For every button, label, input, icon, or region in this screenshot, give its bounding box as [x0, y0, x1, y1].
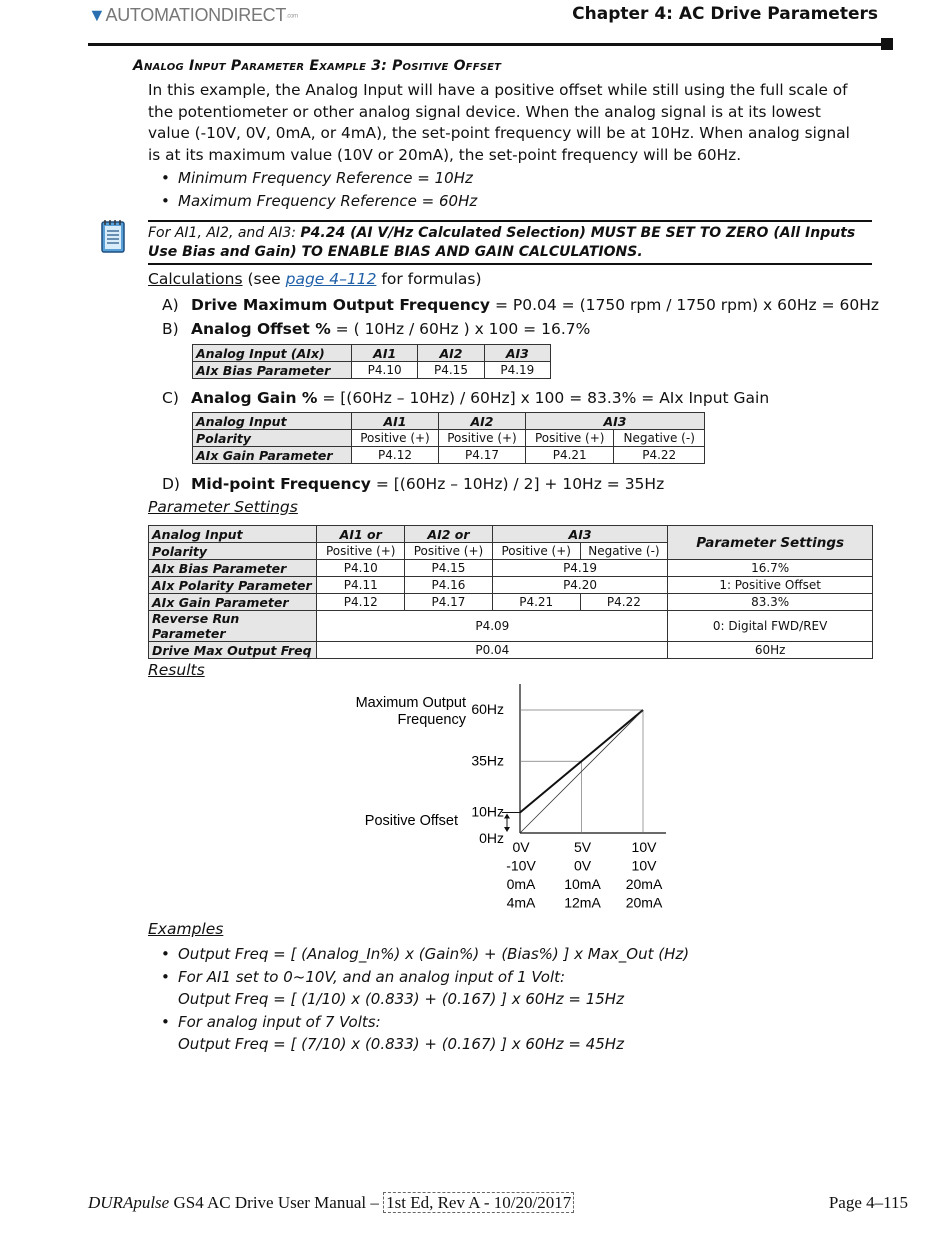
- x-tick-label: 10mA: [564, 876, 601, 892]
- table-header: AI1: [352, 413, 439, 430]
- table-cell: Positive (+): [492, 543, 580, 560]
- calculations-post: for formulas): [376, 270, 482, 288]
- header-rule-box: [881, 38, 893, 50]
- table-cell: Positive (+): [439, 430, 526, 447]
- table-row: [193, 430, 705, 447]
- list-item: • Maximum Frequency Reference = 60Hz: [148, 190, 477, 213]
- table-cell: P4.22: [614, 447, 705, 464]
- table-header: AI3: [484, 345, 550, 362]
- examples-label: Examples: [148, 920, 224, 938]
- table-header: AIx Bias Parameter: [149, 560, 317, 577]
- table-cell: Negative (-): [580, 543, 668, 560]
- table-header: AI2: [439, 413, 526, 430]
- list-item: [148, 943, 689, 966]
- example-line: • For AI1 set to 0~10V, and an analog input of 1 Volt:: [178, 967, 566, 986]
- offset-arrowhead-up: [504, 814, 510, 819]
- table-cell: Positive (+): [405, 543, 493, 560]
- table-row: [149, 526, 873, 543]
- item-letter: A): [162, 296, 179, 314]
- table-cell: P4.17: [405, 594, 493, 611]
- table-cell: P4.12: [317, 594, 405, 611]
- x-tick-label: 0V: [512, 839, 530, 855]
- table-row: [193, 345, 551, 362]
- page-number: Page 4–115: [828, 1193, 908, 1212]
- parameter-settings-label: Parameter Settings: [148, 498, 298, 516]
- table-row: [193, 413, 705, 430]
- table-header: Drive Max Output Freq: [149, 642, 317, 659]
- table-header: Analog Input (AIx): [193, 345, 352, 362]
- calculations-pre: (see: [242, 270, 286, 288]
- example-line: Output Freq = [ (Analog_In%) x (Gain%) + (Bias%) ] x Max_Out (Hz): [178, 945, 690, 963]
- footer-edition: 1st Ed, Rev A - 10/20/2017: [383, 1192, 574, 1213]
- table-row: [193, 447, 705, 464]
- table-cell: P4.10: [352, 362, 418, 379]
- table-cell: P4.09: [317, 611, 668, 642]
- table-row: [149, 642, 873, 659]
- bias-table: [192, 344, 551, 379]
- table-header: Polarity: [193, 430, 352, 447]
- table-cell: P4.15: [418, 362, 484, 379]
- note-text: P4.24 (AI V/Hz Calculated Selection) MUST BE SET TO ZERO (All Inputs Use Bias and Gain) TO ENABLE BIAS AND GAIN CALCULATIONS.: [148, 225, 856, 260]
- table-header: AIx Gain Parameter: [149, 594, 317, 611]
- x-tick-label: 20mA: [625, 894, 663, 911]
- offset-arrowhead-down: [504, 827, 510, 832]
- x-tick-label: 0V: [573, 857, 592, 874]
- offset-label: Positive Offset: [364, 813, 458, 829]
- table-header: AI1: [352, 345, 418, 362]
- table-header: Parameter Settings: [668, 526, 873, 560]
- footer-title: GS4 AC Drive User Manual –: [169, 1193, 384, 1212]
- page-link[interactable]: page 4–112: [285, 270, 377, 288]
- table-cell: 1: Positive Offset: [668, 577, 873, 594]
- table-cell: P4.22: [580, 594, 668, 611]
- table-cell: P4.17: [439, 447, 526, 464]
- table-cell: P0.04: [317, 642, 668, 659]
- chapter-title: Chapter 4: AC Drive Parameters: [572, 4, 878, 24]
- table-cell: P4.10: [317, 560, 405, 577]
- table-header: AIx Polarity Parameter: [149, 577, 317, 594]
- table-header: AI2 or: [405, 526, 493, 543]
- calc-item-a: [162, 296, 879, 314]
- section-title: Analog Input Parameter Example 3: Positive Offset: [133, 58, 502, 74]
- table-cell: P4.21: [492, 594, 580, 611]
- item-letter: B): [162, 320, 179, 338]
- x-tick-label: 10V: [631, 839, 657, 855]
- table-header: AI2: [418, 345, 484, 362]
- y-tick-label: 0Hz: [479, 830, 504, 846]
- item-rest: = P0.04 = (1750 rpm / 1750 rpm) x 60Hz = 60Hz: [490, 296, 880, 314]
- table-header: Analog Input: [193, 413, 352, 430]
- intro-paragraph: In this example, the Analog Input will have a positive offset while still using the full scale of the potentiometer or other analog signal device. When the analog signal is at its lowest value (-10V, 0V, 0mA, or 4mA), the set-point frequency will be at 10Hz. When analog signal is at its maximum value (10V or 20mA), the set-point frequency will be 60Hz.: [148, 81, 850, 164]
- gain-table: [192, 412, 705, 464]
- table-header: Reverse Run Parameter: [149, 611, 317, 642]
- item-bold: Analog Offset %: [191, 320, 331, 338]
- logo-suffix: .com: [286, 13, 298, 20]
- table-cell: P4.19: [484, 362, 550, 379]
- item-rest: = [(60Hz – 10Hz) / 60Hz] x 100 = 83.3% = AIx Input Gain: [317, 389, 770, 407]
- table-row: [149, 611, 873, 642]
- item-rest: = ( 10Hz / 60Hz ) x 100 = 16.7%: [330, 320, 591, 338]
- y-tick-label: 10Hz: [471, 803, 504, 820]
- item-bold: Mid-point Frequency: [191, 475, 371, 493]
- table-row: [149, 577, 873, 594]
- list-item: • Minimum Frequency Reference = 10Hz: [148, 167, 477, 190]
- calculations-label: Calculations: [148, 270, 243, 288]
- header-rule: [88, 43, 888, 46]
- table-row: [149, 560, 873, 577]
- table-header: Polarity: [149, 543, 317, 560]
- table-cell: Positive (+): [526, 430, 614, 447]
- table-cell: P4.12: [352, 447, 439, 464]
- x-tick-label: 5V: [573, 839, 592, 855]
- item-letter: C): [162, 389, 179, 407]
- table-header: AIx Gain Parameter: [193, 447, 352, 464]
- table-cell: Negative (-): [614, 430, 705, 447]
- y-axis-label: Maximum Output: [355, 695, 466, 711]
- table-cell: 83.3%: [668, 594, 873, 611]
- examples-list: [148, 943, 689, 1056]
- x-tick-label: -10V: [506, 857, 536, 874]
- note-box: [148, 220, 872, 265]
- results-chart: [340, 680, 680, 915]
- logo-v-icon: ▼: [88, 5, 106, 25]
- y-tick-label: 60Hz: [471, 701, 504, 717]
- calc-item-c: [162, 389, 769, 407]
- item-letter: D): [162, 475, 180, 493]
- table-cell: P4.16: [405, 577, 493, 594]
- list-item: [148, 966, 689, 1011]
- x-tick-label: 20mA: [625, 876, 663, 892]
- automationdirect-logo: [88, 5, 298, 26]
- logo-text: AUTOMATIONDIRECT: [105, 5, 287, 25]
- item-bold: Analog Gain %: [191, 389, 318, 407]
- calculations-heading: [148, 270, 482, 288]
- example-line: Output Freq = [ (7/10) x (0.833) + (0.167) ] x 60Hz = 45Hz: [178, 1035, 624, 1053]
- y-axis-label: Frequency: [397, 712, 466, 728]
- notepad-icon: [98, 218, 128, 254]
- note-prefix: For AI1, AI2, and AI3:: [148, 225, 301, 241]
- x-tick-label: 10V: [631, 857, 657, 874]
- results-label: Results: [148, 661, 205, 679]
- list-item: [148, 1011, 689, 1056]
- item-rest: = [(60Hz – 10Hz) / 2] + 10Hz = 35Hz: [370, 475, 665, 493]
- table-cell: P4.15: [405, 560, 493, 577]
- x-tick-label: 4mA: [506, 894, 536, 911]
- example-line: • For analog input of 7 Volts:: [178, 1012, 381, 1031]
- table-cell: 0: Digital FWD/REV: [668, 611, 873, 642]
- footer-manual-title: [88, 1193, 574, 1213]
- calc-item-b: [162, 320, 590, 338]
- table-row: [193, 362, 551, 379]
- y-tick-label: 35Hz: [471, 752, 504, 769]
- calc-item-d: [162, 475, 664, 493]
- table-header: AIx Bias Parameter: [193, 362, 352, 379]
- table-cell: P4.19: [492, 560, 667, 577]
- table-header: Analog Input: [149, 526, 317, 543]
- table-cell: 60Hz: [668, 642, 873, 659]
- footer-brand: DURApulse: [88, 1193, 170, 1212]
- table-cell: 16.7%: [668, 560, 873, 577]
- example-line: Output Freq = [ (1/10) x (0.833) + (0.167) ] x 60Hz = 15Hz: [178, 990, 624, 1008]
- table-row: [149, 594, 873, 611]
- table-cell: Positive (+): [317, 543, 405, 560]
- reference-list: [148, 167, 477, 212]
- table-cell: P4.11: [317, 577, 405, 594]
- table-header: AI1 or: [317, 526, 405, 543]
- table-cell: Positive (+): [352, 430, 439, 447]
- table-header: AI3: [492, 526, 667, 543]
- x-tick-label: 12mA: [564, 894, 601, 911]
- table-cell: P4.20: [492, 577, 667, 594]
- item-bold: Drive Maximum Output Frequency: [191, 296, 491, 314]
- table-cell: P4.21: [526, 447, 614, 464]
- x-tick-label: 0mA: [506, 876, 536, 892]
- table-header: AI3: [526, 413, 705, 430]
- parameter-settings-table: [148, 525, 873, 659]
